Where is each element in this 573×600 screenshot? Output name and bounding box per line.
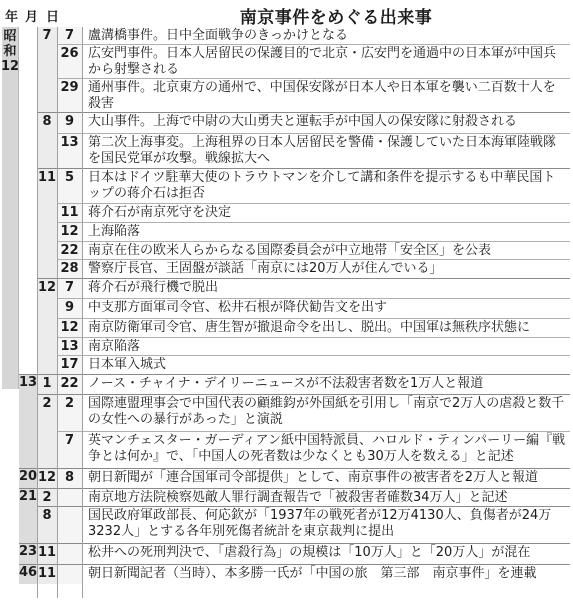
year-cell — [19, 355, 37, 374]
year-cell — [19, 318, 37, 337]
day-cell — [57, 564, 82, 584]
event-text: 蒋介石が飛行機で脱出 — [82, 278, 570, 298]
table-row — [19, 78, 570, 112]
month-cell: 12 — [37, 278, 57, 298]
table-row — [19, 27, 570, 44]
page-title: 南京事件をめぐる出来事 — [239, 8, 433, 28]
day-cell: 9 — [57, 298, 82, 318]
year-cell — [19, 168, 37, 203]
month-cell: 8 — [37, 112, 57, 133]
era-char-2: 和 — [3, 44, 17, 59]
event-text: 広安門事件。日本人居留民の保護目的で北京・広安門を通過中の日本軍が中国兵から射撃される — [82, 44, 570, 78]
table-row — [19, 374, 570, 394]
day-cell — [57, 488, 82, 506]
year-cell: 13 — [19, 374, 37, 394]
timeline-table — [19, 27, 570, 598]
event-text: 国際連盟理事会で中国代表の顧維鈞が外国紙を引用し「南京で2万人の虐殺と数千の女性への暴行があった」と演説 — [82, 394, 570, 431]
year-cell: 23 — [19, 543, 37, 564]
year-cell — [19, 27, 37, 44]
event-text: 日本軍入城式 — [82, 355, 570, 374]
event-text: 蒋介石が南京死守を決定 — [82, 203, 570, 222]
table-row — [19, 543, 570, 564]
event-text: 松井への死刑判決で、「虐殺行為」の規模は「10万人」と「20万人」が混在 — [82, 543, 570, 564]
table-row — [19, 112, 570, 133]
month-cell — [37, 203, 57, 222]
month-cell — [37, 78, 57, 112]
event-text: 南京陥落 — [82, 337, 570, 355]
year-cell — [19, 506, 37, 543]
table-row — [19, 241, 570, 259]
year-cell: 46 — [19, 564, 37, 584]
day-cell — [57, 543, 82, 564]
month-cell — [37, 298, 57, 318]
day-cell: 13 — [57, 133, 82, 168]
table-row — [19, 278, 570, 298]
month-cell — [37, 222, 57, 241]
table-row — [19, 468, 570, 488]
day-cell: 7 — [57, 278, 82, 298]
year-cell — [19, 241, 37, 259]
year-cell — [19, 203, 37, 222]
event-text: 朝日新聞記者（当時）、本多勝一氏が「中国の旅 第三部 南京事件」を連載 — [82, 564, 570, 584]
month-cell — [37, 259, 57, 278]
day-cell: 22 — [57, 241, 82, 259]
year-cell — [19, 259, 37, 278]
month-cell: 11 — [37, 543, 57, 564]
day-header: 日 — [46, 10, 60, 25]
event-text: 警察庁長官、王固盤が談話「南京には20万人が住んでいる」 — [82, 259, 570, 278]
table-row — [19, 44, 570, 78]
month-cell: 11 — [37, 168, 57, 203]
day-cell: 12 — [57, 318, 82, 337]
table-row — [19, 488, 570, 506]
day-cell: 17 — [57, 355, 82, 374]
table-row — [19, 318, 570, 337]
day-cell: 9 — [57, 112, 82, 133]
month-cell: 7 — [37, 27, 57, 44]
table-row — [19, 222, 570, 241]
year-header: 年 — [5, 10, 19, 25]
day-cell: 11 — [57, 203, 82, 222]
era-year: 12 — [0, 59, 20, 74]
month-cell: 12 — [37, 468, 57, 488]
event-text: 盧溝橋事件。日中全面戦争のきっかけとなる — [88, 28, 349, 43]
year-cell: 20 — [19, 468, 37, 488]
month-cell — [37, 318, 57, 337]
table-row — [19, 337, 570, 355]
year-cell — [19, 133, 37, 168]
table-row — [19, 564, 570, 584]
day-cell: 22 — [57, 374, 82, 394]
year-cell — [19, 112, 37, 133]
event-text: 大山事件。上海で中尉の大山勇夫と運転手が中国人の保安隊に射殺される — [82, 112, 570, 133]
day-cell: 5 — [57, 168, 82, 203]
era-char-1: 昭 — [3, 29, 17, 44]
column-divider — [57, 27, 58, 598]
year-cell — [19, 394, 37, 431]
year-cell — [19, 222, 37, 241]
month-cell — [37, 44, 57, 78]
event-text: 南京防衛軍司令官、唐生智が撤退命令を出し、脱出。中国軍は無秩序状態に — [82, 318, 570, 337]
day-cell: 13 — [57, 337, 82, 355]
year-cell — [19, 78, 37, 112]
month-cell: 8 — [37, 506, 57, 543]
day-cell: 2 — [57, 394, 82, 431]
day-cell: 7 — [57, 27, 82, 44]
event-text: 第二次上海事変。上海租界の日本人居留民を警備・保護していた日本海軍陸戦隊を国民党軍が攻撃。戦線拡大へ — [82, 133, 570, 168]
year-cell: 21 — [19, 489, 38, 504]
event-text: 国民政府軍政部長、何応欽が「1937年の戦死者が12万4130人、負傷者が24万3232人」とする各年別死傷者統計を東京裁判に提出 — [82, 506, 570, 543]
column-divider — [82, 27, 83, 598]
month-cell — [37, 355, 57, 374]
era-label — [2, 27, 18, 74]
year-cell — [19, 278, 37, 298]
event-text: 朝日新聞が「連合国軍司令部提供」として、南京事件の被害者を2万人と報道 — [82, 468, 570, 488]
month-cell — [37, 241, 57, 259]
table-row — [19, 203, 570, 222]
day-cell: 29 — [57, 78, 82, 112]
table-row — [19, 259, 570, 278]
table-row — [19, 355, 570, 374]
era-column — [2, 27, 19, 389]
month-cell — [37, 133, 57, 168]
year-cell — [19, 44, 37, 78]
day-cell: 26 — [57, 44, 82, 78]
column-divider — [37, 27, 38, 598]
month-cell: 2 — [37, 394, 57, 431]
month-cell: 1 — [37, 374, 57, 394]
event-text: 南京地方法院検察処敵人罪行調査報告で「被殺害者確数34万人」と記述 — [82, 488, 570, 506]
day-cell: 12 — [57, 222, 82, 241]
table-row — [19, 298, 570, 318]
year-cell — [19, 431, 37, 468]
table-row — [19, 168, 570, 203]
event-text: 通州事件。北京東方の通州で、中国保安隊が日本人や日本軍を襲い二百数十人を殺害 — [82, 78, 570, 112]
day-cell: 7 — [57, 431, 82, 468]
table-row — [19, 431, 570, 468]
table-row — [19, 394, 570, 431]
table-row — [19, 133, 570, 168]
event-text: 日本はドイツ駐華大使のトラウトマンを介して講和条件を提示するも中華民国トップの蒋介石は拒否 — [82, 168, 570, 203]
year-cell — [19, 298, 37, 318]
month-cell — [37, 337, 57, 355]
month-cell — [37, 431, 57, 468]
event-text: 中支那方面軍司令官、松井石根が降伏勧告文を出す — [82, 298, 570, 318]
month-header: 月 — [25, 10, 39, 25]
day-cell: 28 — [57, 259, 82, 278]
column-headers — [2, 4, 72, 26]
event-text: 上海陥落 — [82, 222, 570, 241]
month-cell: 2 — [37, 488, 57, 506]
event-text: ノース・チャイナ・デイリーニュースが不法殺害者数を1万人と報道 — [82, 374, 570, 394]
day-cell — [57, 506, 82, 543]
day-cell: 8 — [57, 468, 82, 488]
event-text: 英マンチェスター・ガーディアン紙中国特派員、ハロルド・ティンパーリー編『戦争とは何か』で、「中国人の死者数は少なくとも30万人を数える」と記述 — [82, 431, 570, 468]
year-cell — [19, 337, 37, 355]
event-text: 南京在住の欧米人らからなる国際委員会が中立地帯「安全区」を公表 — [82, 241, 570, 259]
table-row — [19, 506, 570, 543]
month-cell: 11 — [37, 564, 57, 584]
